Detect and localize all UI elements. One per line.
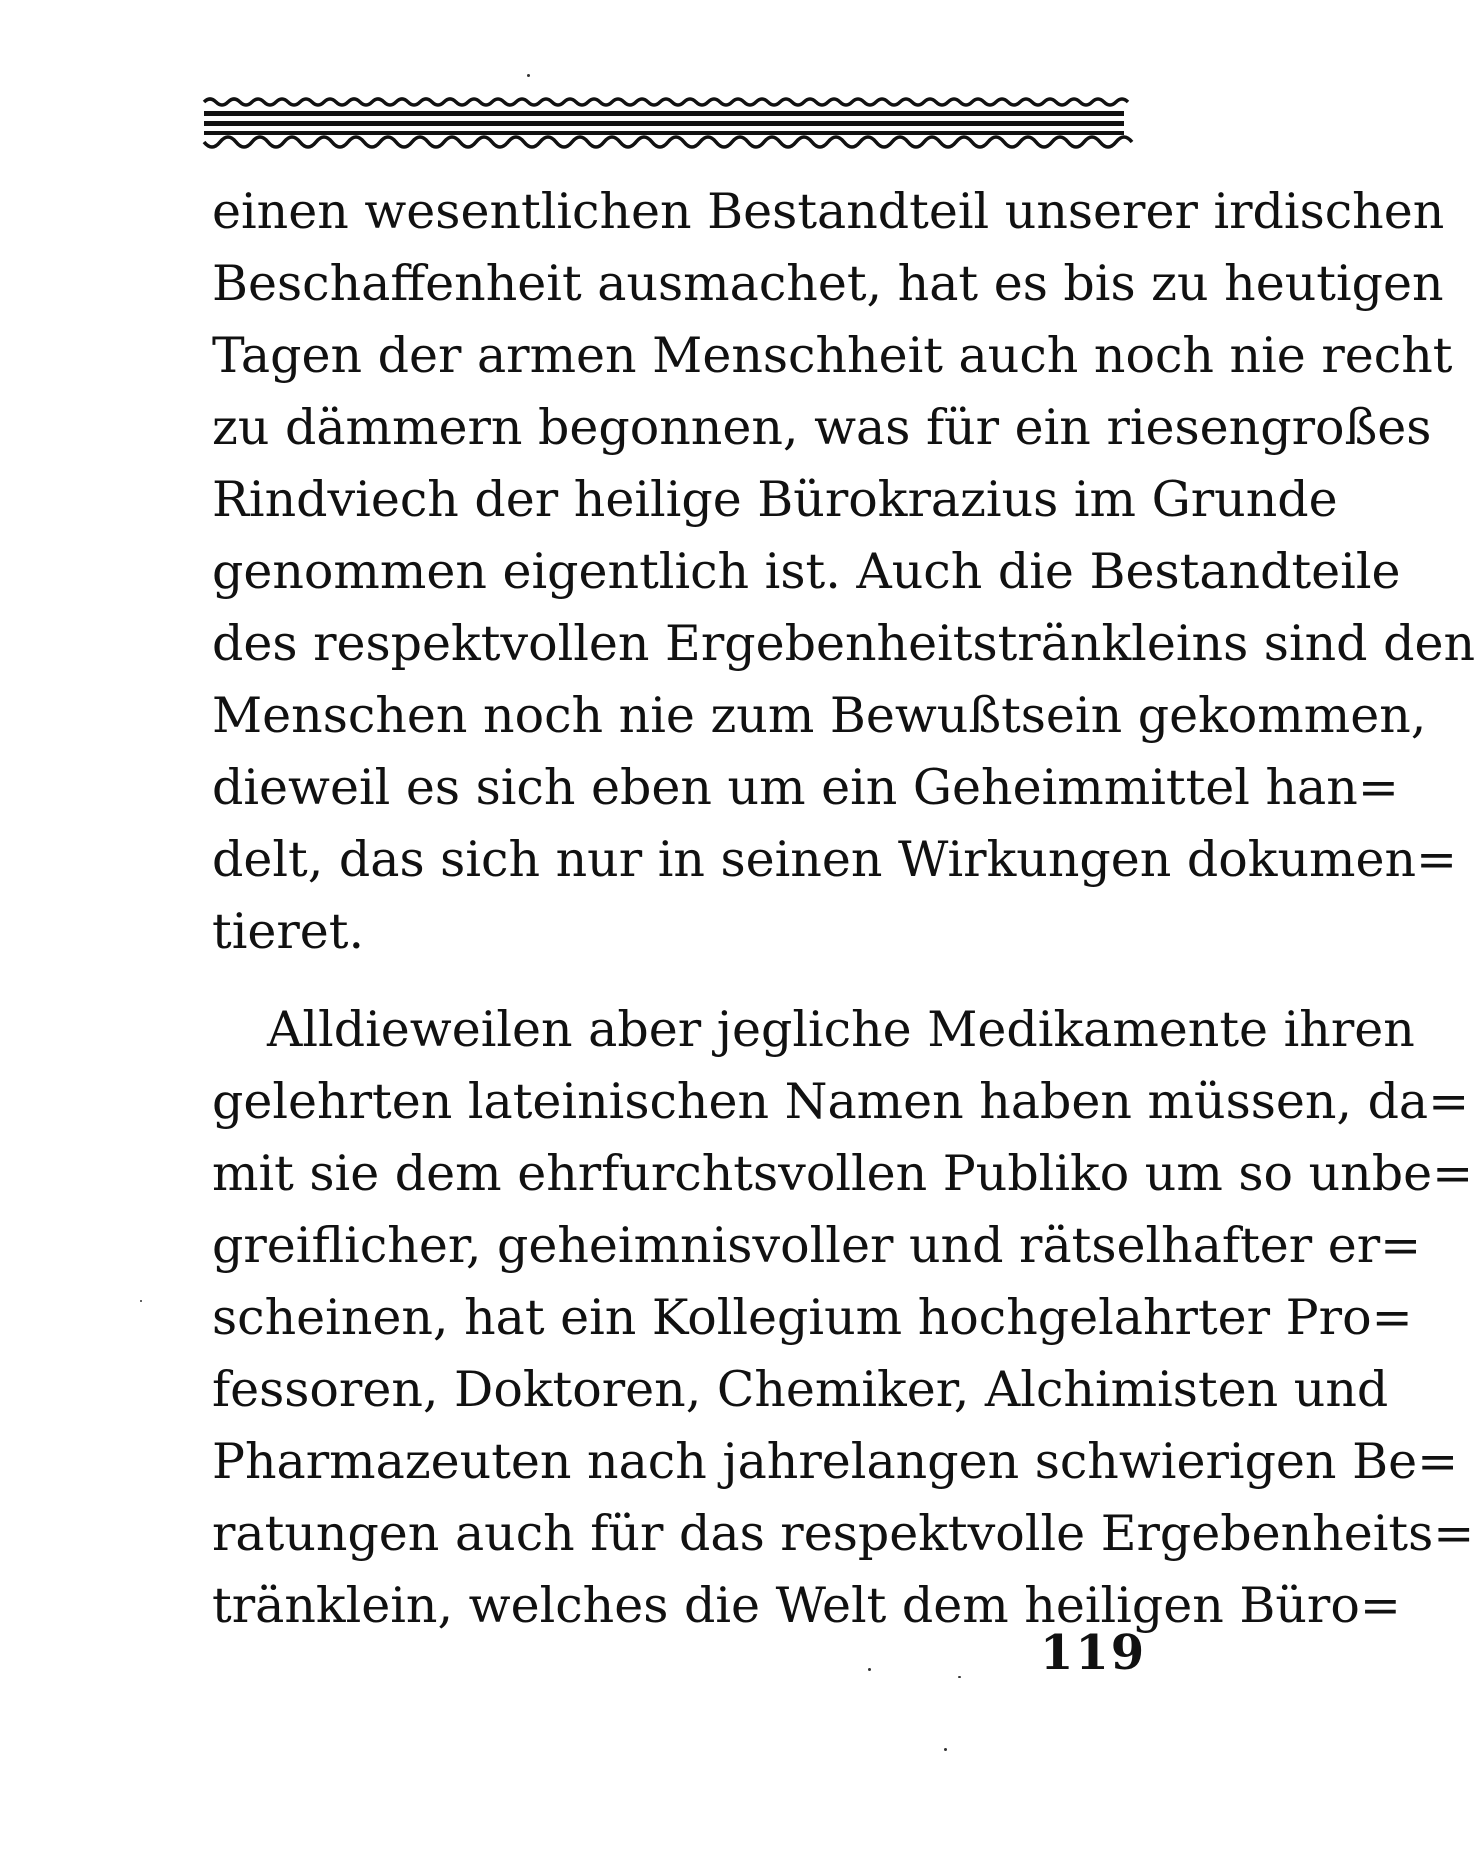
decorative-header-border	[204, 94, 1124, 156]
text-line: einen wesentlichen Bestandteil unserer irdischen	[212, 183, 1445, 240]
body-text	[212, 176, 1475, 1642]
print-speck	[868, 1668, 871, 1671]
text-line: tränklein, welches die Welt dem heiligen Büro=	[212, 1577, 1401, 1634]
text-line: genommen eigentlich ist. Auch die Bestandteile	[212, 543, 1401, 600]
text-line: des respektvollen Ergebenheitstränkleins sind den	[212, 615, 1475, 672]
paragraph-2	[212, 994, 1475, 1642]
text-line: Tagen der armen Menschheit auch noch nie recht	[212, 327, 1453, 384]
text-line: tieret.	[212, 903, 365, 960]
text-line: scheinen, hat ein Kollegium hochgelahrter Pro=	[212, 1289, 1413, 1346]
text-line: fessoren, Doktoren, Chemiker, Alchimisten und	[212, 1361, 1389, 1418]
text-line: ratungen auch für das respektvolle Ergebenheits=	[212, 1505, 1475, 1562]
text-line: Rindviech der heilige Bürokrazius im Grunde	[212, 471, 1338, 528]
text-line: Pharmazeuten nach jahrelangen schwierigen Be=	[212, 1433, 1459, 1490]
page-number: 119	[1040, 1625, 1147, 1681]
text-line: zu dämmern begonnen, was für ein riesengroßes	[212, 399, 1432, 456]
text-line: mit sie dem ehrfurchtsvollen Publiko um so unbe=	[212, 1145, 1474, 1202]
paragraph-1	[212, 176, 1475, 968]
print-speck	[527, 74, 530, 77]
text-line: dieweil es sich eben um ein Geheimmittel han=	[212, 759, 1399, 816]
print-speck	[944, 1748, 947, 1751]
text-line: Alldieweilen aber jegliche Medikamente ihren	[267, 1001, 1415, 1058]
print-speck	[140, 1300, 142, 1302]
text-line: greiflicher, geheimnisvoller und rätselhafter er=	[212, 1217, 1422, 1274]
text-line: gelehrten lateinischen Namen haben müssen, da=	[212, 1073, 1470, 1130]
print-speck	[958, 1676, 961, 1678]
text-line: Beschaffenheit ausmachet, hat es bis zu heutigen	[212, 255, 1444, 312]
text-line: Menschen noch nie zum Bewußtsein gekommen,	[212, 687, 1427, 744]
text-line: delt, das sich nur in seinen Wirkungen dokumen=	[212, 831, 1458, 888]
